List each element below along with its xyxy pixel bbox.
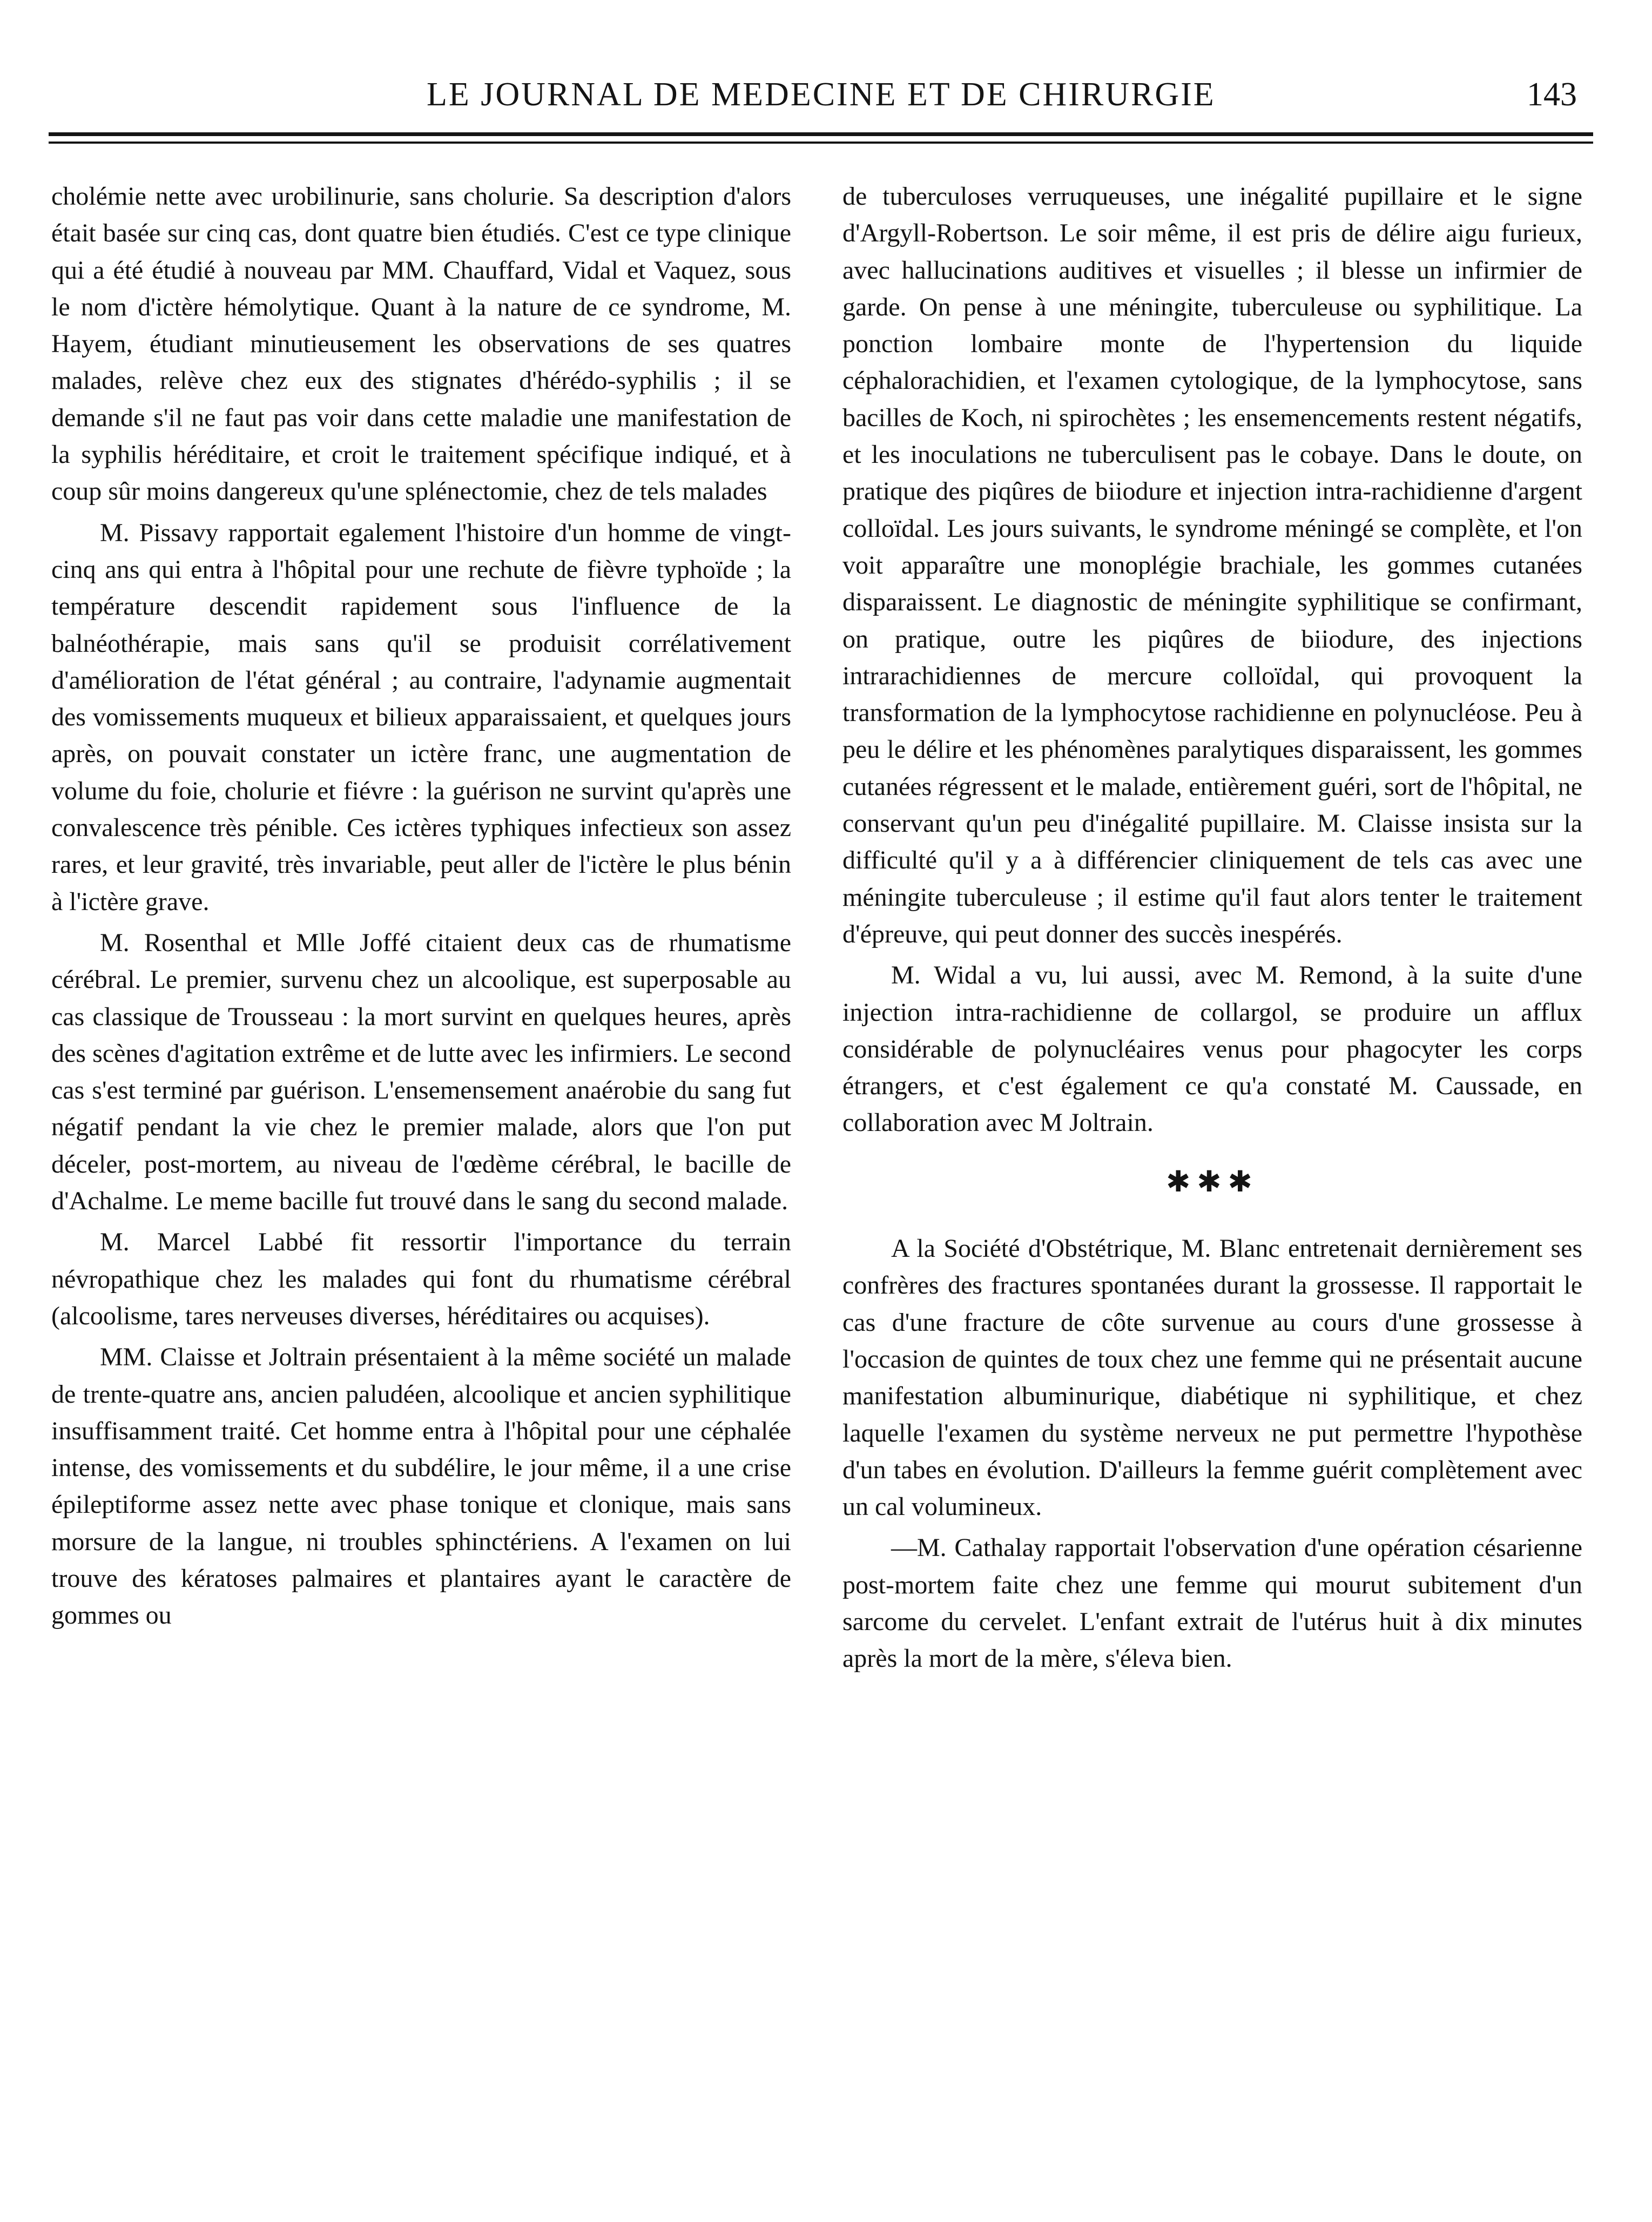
header-rule-bottom <box>49 142 1593 144</box>
paragraph: A la Société d'Obstétrique, M. Blanc entretenait dernièrement ses confrères des fractures spontanées durant la grossesse. Il rapportait le cas d'une fracture de côte survenue au cours d'une grossesse à l'occasion de quintes de toux chez une femme qui ne présentait aucune manifestation albuminurique, diabétique ni syphilitique, et chez laquelle l'examen du système nerveux ne put permettre l'hypothèse d'un tabes en évolution. D'ailleurs la femme guérit complètement avec un cal volumineux. <box>842 1234 1582 1521</box>
page-number: 143 <box>1527 76 1577 113</box>
paragraph: de tuberculoses verruqueuses, une inégalité pupillaire et le signe d'Argyll-Robertson. Le soir même, il est pris de délire aigu furieux, avec hallucinations auditives et visuelles ; il blesse un infirmier de garde. On pense à une méningite, tuberculeuse ou syphilitique. La ponction lombaire monte de l'hypertension du liquide céphalorachidien, et l'examen cytologique, de la lymphocytose, sans bacilles de Koch, ni spirochètes ; les ensemencements restent négatifs, et les inoculations ne tuberculisent pas le cobaye. Dans le doute, on pratique des piqûres de biiodure et injection intra-rachidienne d'argent colloïdal. Les jours suivants, le syndrome méningé se complète, et l'on voit apparaître une monoplégie brachiale, les gommes cutanées disparaissent. Le diagnostic de méningite syphilitique se confirmant, on pratique, outre les piqûres de biiodure, des injections intrarachidiennes de mercure colloïdal, qui provoquent la transformation de la lymphocytose rachidienne en polynucléose. Peu à peu le délire et les phénomènes paralytiques disparaissent, les gommes cutanées régressent et le malade, entièrement guéri, sort de l'hôpital, ne conservant qu'un peu d'inégalité pupillaire. M. Claisse insista sur la difficulté qu'il y a à différencier cliniquement de tels cas avec une méningite tuberculeuse ; il estime qu'il faut alors tenter le traitement d'épreuve, qui peut donner des succès inespérés. <box>842 182 1582 948</box>
paragraph: M. Rosenthal et Mlle Joffé citaient deux cas de rhumatisme cérébral. Le premier, survenu chez un alcoolique, est superposable au cas classique de Trousseau : la mort survint en quelques heures, après des scènes d'agitation extrême et de lutte avec les infirmiers. Le second cas s'est terminé par guérison. L'ensemensement anaérobie du sang fut négatif pendant la vie chez le premier malade, alors que l'on put déceler, post-mortem, au niveau de l'œdème cérébral, le bacille de d'Achalme. Le meme bacille fut trouvé dans le sang du second malade. <box>51 928 791 1216</box>
section-separator: ✱✱✱ <box>1166 1165 1259 1198</box>
page-header <box>49 76 1599 124</box>
paragraph: MM. Claisse et Joltrain présentaient à la même société un malade de trente-quatre ans, ancien paludéen, alcoolique et ancien syphilitique insuffisamment traité. Cet homme entra à l'hôpital pour une céphalée intense, des vomissements et du subdélire, le jour même, il a une crise épileptiforme assez nette avec phase tonique et clonique, mais sans morsure de la langue, ni troubles sphinctériens. A l'examen on lui trouve des kératoses palmaires et plantaires ayant le caractère de gommes ou <box>51 1343 791 1630</box>
header-rule-top <box>49 132 1593 136</box>
paragraph: M. Marcel Labbé fit ressortir l'importance du terrain névropathique chez les malades qui font du rhumatisme cérébral (alcoolisme, tares nerveuses diverses, héréditaires ou acquises). <box>51 1228 791 1330</box>
paragraph: M. Pissavy rapportait egalement l'histoire d'un homme de vingt-cinq ans qui entra à l'hôpital pour une rechute de fièvre typhoïde ; la température descendit rapidement sous l'influence de la balnéothérapie, mais sans qu'il se produisit corrélativement d'amélioration de l'état général ; au contraire, l'adynamie augmentait des vomissements muqueux et bilieux apparaissaient, et quelques jours après, on pouvait constater un ictère franc, une augmentation de volume du foie, cholurie et fiévre : la guérison ne survint qu'après une convalescence très pénible. Ces ictères typhiques infectieux son assez rares, et leur gravité, très invariable, peut aller de l'ictère le plus bénin à l'ictère grave. <box>51 518 791 916</box>
left-column <box>51 178 791 1634</box>
right-column <box>842 178 1582 1678</box>
journal-title: LE JOURNAL DE MEDECINE ET DE CHIRURGIE <box>427 76 1216 113</box>
paragraph: cholémie nette avec urobilinurie, sans cholurie. Sa description d'alors était basée sur cinq cas, dont quatre bien étudiés. C'est ce type clinique qui a été étudié à nouveau par MM. Chauffard, Vidal et Vaquez, sous le nom d'ictère hémolytique. Quant à la nature de ce syndrome, M. Hayem, étudiant minutieusement les observations de ses quatres malades, relève chez eux des stignates d'hérédo-syphilis ; il se demande s'il ne faut pas voir dans cette maladie une manifestation de la syphilis héréditaire, et croit le traitement spécifique indiqué, et à coup sûr moins dangereux qu'une splénectomie, chez de tels malades <box>51 182 791 506</box>
paragraph: —M. Cathalay rapportait l'observation d'une opération césarienne post-mortem faite chez une femme qui mourut subitement d'un sarcome du cervelet. L'enfant extrait de l'utérus huit à dix minutes après la mort de la mère, s'éleva bien. <box>842 1533 1582 1673</box>
paragraph: M. Widal a vu, lui aussi, avec M. Remond, à la suite d'une injection intra-rachidienne de collargol, se produire un afflux considérable de polynucléaires venus pour phagocyter les corps étrangers, et c'est également ce qu'a constaté M. Caussade, en collaboration avec M Joltrain. <box>842 961 1582 1137</box>
